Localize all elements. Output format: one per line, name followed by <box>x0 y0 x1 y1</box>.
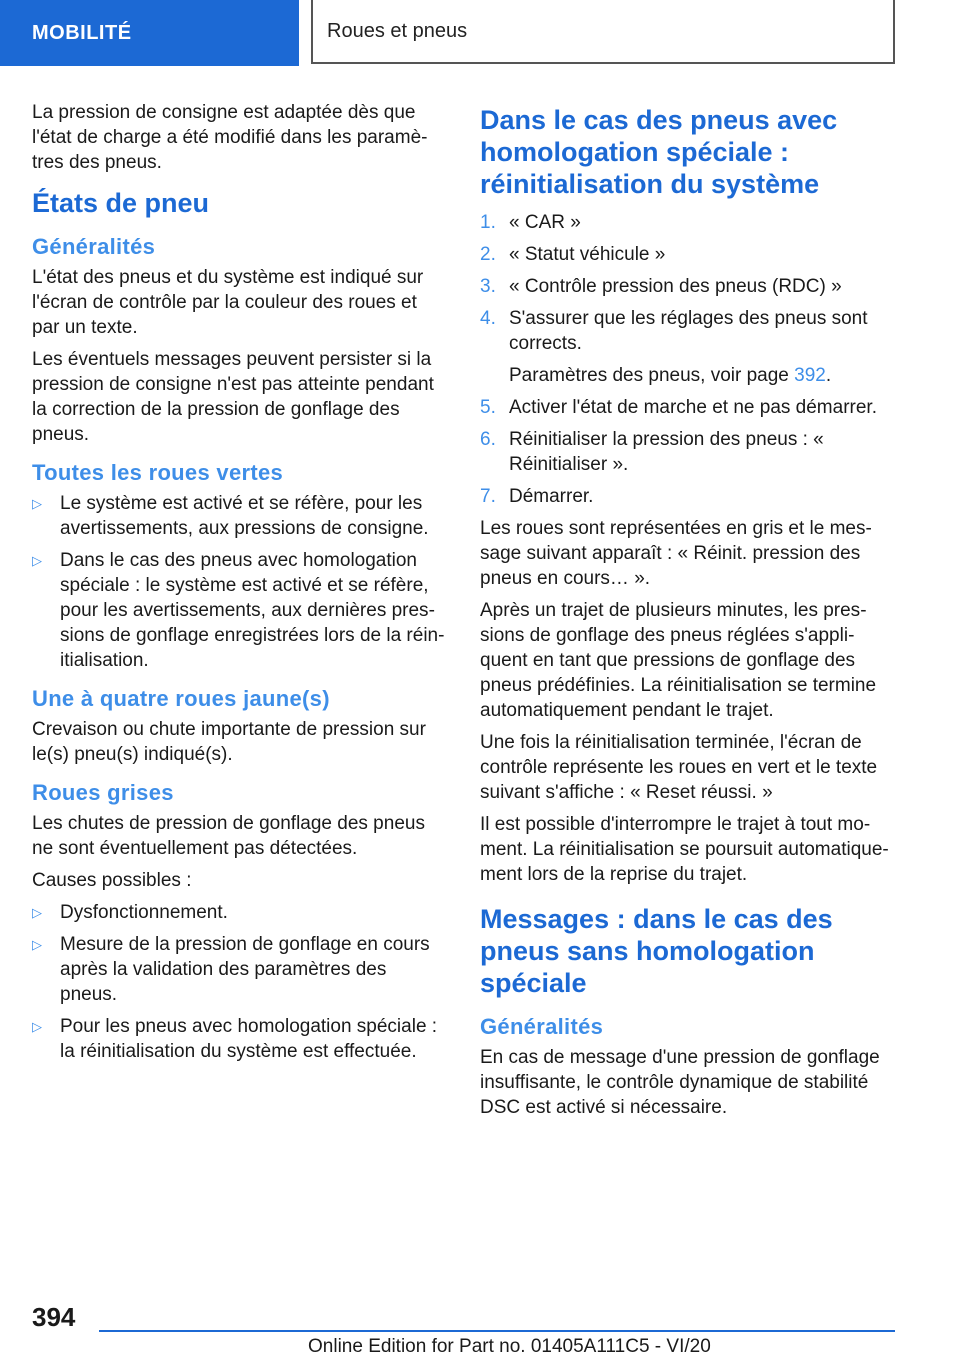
step-item: 2. « Statut véhicule » <box>480 244 666 265</box>
triangle-bullet-icon: ▷ <box>32 905 42 920</box>
step-item: 5. Activer l'état de marche et ne pas démarrer. <box>480 397 877 418</box>
list-item: ▷ Le système est activé et se réfère, pour les avertissements, aux pressions de consigne. <box>32 493 429 539</box>
messages-general-paragraph: En cas de message d'une pression de gonflage insuffisante, le contrôle dynamique de stabilité DSC est activé si nécessaire. <box>480 1047 880 1118</box>
reset-paragraph-3: Une fois la réinitialisation terminée, l'écran de contrôle représente les roues en vert et le texte suivant s'affiche : « Reset réussi. » <box>480 732 878 803</box>
section-tab <box>0 0 299 66</box>
grey-paragraph-2: Causes possibles : <box>32 870 192 891</box>
chapter-header <box>311 0 895 64</box>
triangle-bullet-icon: ▷ <box>32 937 42 952</box>
general-paragraph-1: L'état des pneus et du système est indiqué sur l'écran de contrôle par la couleur des roues et par un texte. <box>32 267 424 338</box>
green-list <box>32 491 446 673</box>
edition-note: Online Edition for Part no. 01405A111C5 - VI/20 <box>308 1336 711 1357</box>
heading-general: Généralités <box>32 234 156 259</box>
list-item: ▷ Mesure de la pression de gonflage en cours après la validation des paramètres des pneus. <box>32 934 430 1005</box>
reset-paragraph-4: Il est possible d'interrompre le trajet à tout moment. La réinitialisation se poursuit automatiquement lors de la reprise du trajet. <box>480 814 889 885</box>
heading-all-green: Toutes les roues vertes <box>32 460 284 485</box>
triangle-bullet-icon: ▷ <box>32 1019 42 1034</box>
step-item: 1. « CAR » <box>480 212 581 233</box>
heading-grey: Roues grises <box>32 780 174 805</box>
heading-messages: Messages : dans le cas des pneus sans homologation spéciale <box>480 904 833 998</box>
list-item: ▷ Dans le cas des pneus avec homologation spéciale : le système est activé et se réfère, pour les avertissements, aux dernières pressions de gonflage enregistrées lors de la réinitialisation. <box>32 550 445 671</box>
step-item: 7. Démarrer. <box>480 486 594 507</box>
yellow-paragraph: Crevaison ou chute importante de pression sur le(s) pneu(s) indiqué(s). <box>32 719 426 765</box>
heading-general-2: Généralités <box>480 1014 604 1039</box>
step-item: 3. « Contrôle pression des pneus (RDC) » <box>480 276 842 297</box>
triangle-bullet-icon: ▷ <box>32 553 42 568</box>
right-column <box>480 100 892 1127</box>
chapter-title: Roues et pneus <box>327 19 468 42</box>
step-item: 4. S'assurer que les réglages des pneus sont corrects. Paramètres des pneus, voir page 392. <box>480 306 892 388</box>
intro-paragraph: La pression de consigne est adaptée dès que l'état de charge a été modifié dans les paramètres des pneus. <box>32 102 428 173</box>
heading-yellow: Une à quatre roues jaune(s) <box>32 686 330 711</box>
page-link[interactable]: 392 <box>794 365 826 386</box>
page-number: 394 <box>32 1302 76 1332</box>
footer-divider <box>99 1330 895 1332</box>
list-item: ▷ Dysfonctionnement. <box>32 902 228 923</box>
heading-tire-states: États de pneu <box>32 188 210 218</box>
step-item: 6. Réinitialiser la pression des pneus : « Réinitialiser ». <box>480 429 824 475</box>
section-title: MOBILITÉ <box>32 21 132 44</box>
left-column <box>32 100 446 1072</box>
grey-list <box>32 900 446 1064</box>
triangle-bullet-icon: ▷ <box>32 496 42 511</box>
general-paragraph-2: Les éventuels messages peuvent persister si la pression de consigne n'est pas atteinte pendant la correction de la pression de gonflage des pneus. <box>32 349 434 445</box>
reset-paragraph-2: Après un trajet de plusieurs minutes, les pressions de gonflage des pneus réglées s'appliquent en tant que pressions de gonflage des pneus prédéfinies. La réinitialisation se termine automatiquement pendant le trajet. <box>480 600 877 721</box>
list-item: ▷ Pour les pneus avec homologation spéciale : la réinitialisation du système est effectuée. <box>32 1016 438 1062</box>
heading-reset: Dans le cas des pneus avec homologation spéciale : réinitialisation du système <box>480 105 838 199</box>
reset-steps <box>480 210 892 509</box>
reset-paragraph-1: Les roues sont représentées en gris et le message suivant apparaît : « Réinit. pression des pneus en cours… ». <box>480 518 872 589</box>
grey-paragraph-1: Les chutes de pression de gonflage des pneus ne sont éventuellement pas détectées. <box>32 813 425 859</box>
step-sub-note: Paramètres des pneus, voir page 392. <box>509 365 832 386</box>
